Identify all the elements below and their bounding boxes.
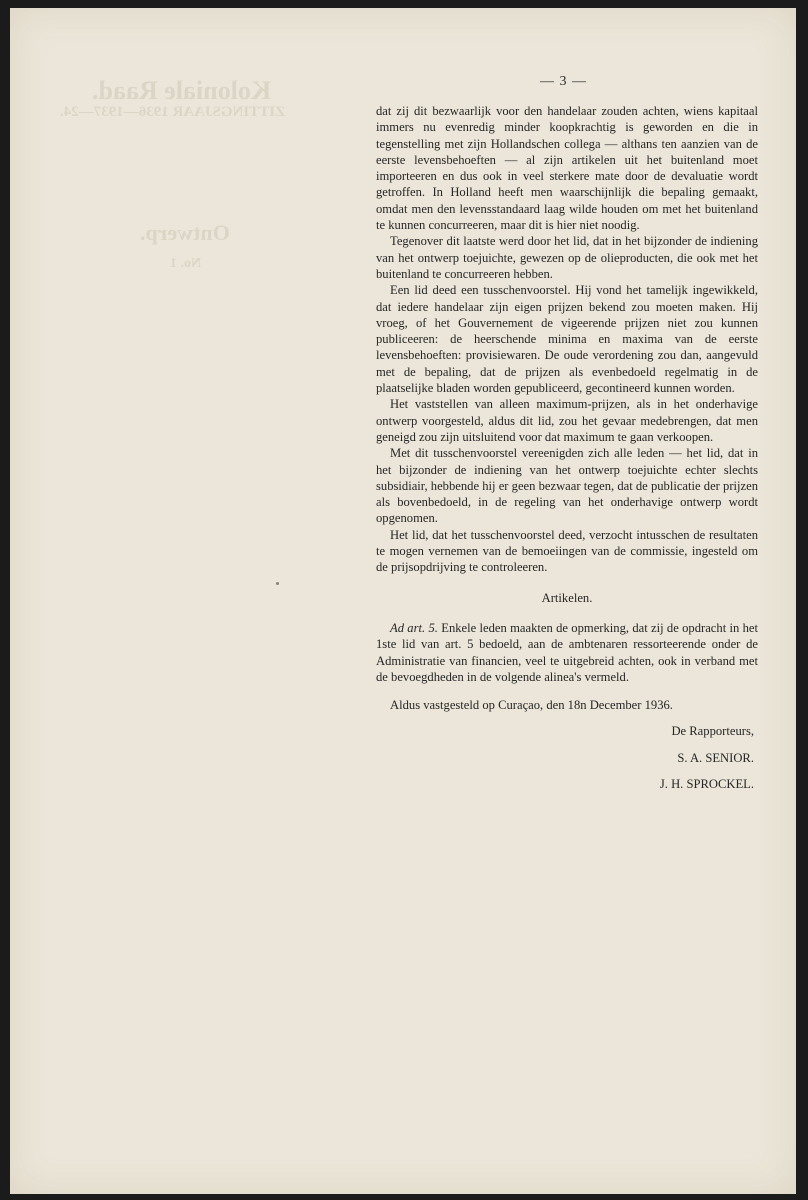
ghost-header: Koloniale Raad.	[92, 76, 272, 105]
paragraph-2: Tegenover dit laatste werd door het lid, dat in het bijzonder de indiening van het ontwerp toejuichte, gewezen op de olieproducten, die ook met het buitenland te concurreeren hebben.	[376, 234, 758, 281]
article-ref: Ad art. 5.	[390, 620, 438, 635]
paragraph-5: Met dit tusschenvoorstel vereenigden zich alle leden — het lid, dat in het bijzonder de indiening van het ontwerp toejuichte echter slechts subsidiair, hebbende hij er geen bezwaar tegen, dat de publicatie der prijzen als bovenbedoeld, in de regeling van het onderhavige ontwerp wordt opgenomen.	[376, 446, 758, 526]
ghost-session: ZITTINGSJAAR 1936—1937—24.	[60, 104, 286, 120]
article-paragraph	[376, 620, 758, 685]
ghost-subtitle: Ontwerp.	[140, 220, 230, 245]
section-heading: Artikelen.	[541, 590, 593, 605]
signature-name-1: S. A. SENIOR.	[677, 750, 754, 765]
ghost-number: No. 1	[170, 256, 202, 271]
article-text: Enkele leden maakten de opmerking, dat zij de opdracht in het 1ste lid van art. 5 bedoeld, aan de ambtenaren ressorteerende onder de Administratie van financien, veel te uitgebreid achten, ook in verband met de bevoegdheden in de volgende alinea's vermeld.	[376, 620, 759, 684]
paragraph-1: dat zij dit bezwaarlijk voor den handelaar zouden achten, wiens kapitaal immers nu evenredig minder koopkrachtig is geworden en die in tegenstelling met zijn Hollandschen collega — althans ten aanzien van de eerste levensbehoeften — al zijn artikelen uit het buitenland moet importeeren en dus ook in veel sterkere mate door de devaluatie wordt getroffen. In Holland heeft men waarschijnlijk die bepaling gemaakt, omdat men den levensstandaard laag wilde houden om met het buitenland te kunnen concurreeren, maar dit is hier niet noodig.	[376, 104, 758, 233]
page-number: — 3 —	[540, 74, 587, 89]
page-speck	[276, 582, 279, 585]
document-page	[10, 8, 796, 1194]
signature-title: De Rapporteurs,	[671, 724, 754, 739]
paragraph-6: Het lid, dat het tusschenvoorstel deed, verzocht intusschen de resultaten te mogen vernemen van de bemoeiingen van de commissie, ingesteld om de prijsopdrijving te controleeren.	[376, 527, 758, 575]
document-body	[376, 103, 758, 792]
paragraph-3: Een lid deed een tusschenvoorstel. Hij vond het tamelijk ingewikkeld, dat iedere handelaar zijn eigen prijzen bekend zou moeten maken. Hij vroeg, of het Gouvernement de vigeerende prijzen niet zou kunnen publiceeren: de heerschende minima en maxima van de eerste levensbehoeften: provisiewaren. De oude verordening zou dan, aangevuld met de bepaling, dat de prijzen als evenbedoeld regelmatig in de plaatselijke bladen worden gepubliceerd, gecontineerd kunnen worden.	[376, 283, 758, 396]
signature-name-2: J. H. SPROCKEL.	[659, 776, 754, 791]
paragraph-4: Het vaststellen van alleen maximum-prijzen, als in het onderhavige ontwerp voorgesteld, aldus dit lid, zou het gevaar medebrengen, dat men geneigd zou zijn uitsluitend voor dat maximum te gaan verkoopen.	[376, 397, 758, 444]
closing-line: Aldus vastgesteld op Curaçao, den 18n December 1936.	[390, 698, 673, 713]
